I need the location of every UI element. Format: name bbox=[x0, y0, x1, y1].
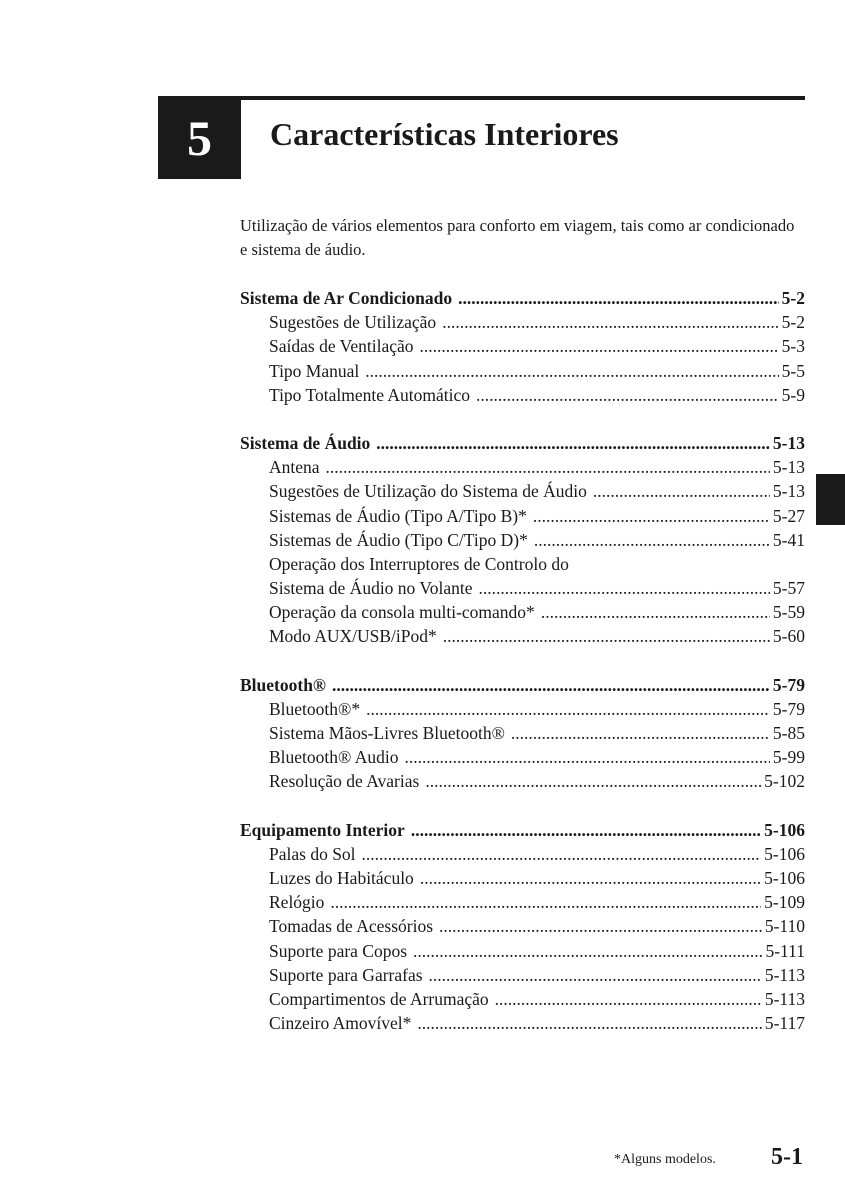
toc-leader-dots bbox=[541, 600, 770, 624]
toc-leader-dots bbox=[458, 286, 779, 310]
toc-entry-page: 5-109 bbox=[764, 892, 805, 913]
toc-entry[interactable] bbox=[240, 310, 805, 334]
toc-leader-dots bbox=[332, 673, 770, 697]
toc-entry-title: Sugestões de Utilização bbox=[269, 312, 437, 333]
toc-section-title: Bluetooth® bbox=[240, 674, 326, 695]
toc-section-title: Equipamento Interior bbox=[240, 819, 405, 840]
table-of-contents bbox=[240, 286, 805, 1059]
toc-section-page: 5-106 bbox=[764, 819, 805, 840]
toc-entry-page: 5-3 bbox=[781, 336, 805, 357]
toc-section-title: Sistema de Ar Condicionado bbox=[240, 288, 453, 308]
toc-entry[interactable] bbox=[240, 697, 805, 721]
page-number: 5-1 bbox=[771, 1144, 803, 1170]
toc-leader-dots bbox=[420, 866, 761, 890]
toc-leader-dots bbox=[413, 939, 762, 963]
toc-leader-dots bbox=[511, 721, 770, 745]
chapter-rule bbox=[158, 96, 805, 100]
toc-entry-page: 5-110 bbox=[764, 916, 805, 937]
toc-entry-page: 5-13 bbox=[772, 457, 805, 478]
toc-leader-dots bbox=[442, 310, 778, 334]
toc-entry-title: Modo AUX/USB/iPod* bbox=[269, 626, 437, 647]
toc-leader-dots bbox=[443, 624, 770, 648]
toc-entry-title: Tipo Manual bbox=[269, 360, 360, 381]
toc-entry-title: Resolução de Avarias bbox=[269, 771, 420, 792]
toc-entry-title: Bluetooth®* bbox=[269, 698, 361, 719]
chapter-number: 5 bbox=[187, 109, 212, 166]
toc-entry-title: Operação dos Interruptores de Controlo do bbox=[269, 553, 569, 574]
toc-entry-page: 5-117 bbox=[764, 1013, 805, 1034]
toc-entry[interactable] bbox=[240, 624, 805, 648]
toc-entry-page: 5-41 bbox=[772, 529, 805, 550]
toc-entry[interactable] bbox=[240, 769, 805, 793]
toc-entry-page: 5-106 bbox=[764, 843, 805, 864]
toc-entry-page: 5-106 bbox=[764, 867, 805, 888]
toc-leader-dots bbox=[429, 963, 762, 987]
toc-section bbox=[240, 818, 805, 1036]
toc-entry[interactable] bbox=[240, 552, 805, 576]
toc-entry-title: Cinzeiro Amovível* bbox=[269, 1013, 412, 1034]
toc-section-heading[interactable] bbox=[240, 818, 805, 842]
chapter-number-box bbox=[158, 96, 241, 179]
toc-entry-page: 5-13 bbox=[772, 481, 805, 502]
toc-entry-page: 5-5 bbox=[781, 360, 805, 381]
toc-section bbox=[240, 673, 805, 794]
toc-entry-page: 5-111 bbox=[765, 940, 805, 961]
toc-leader-dots bbox=[417, 1011, 761, 1035]
toc-entry[interactable] bbox=[240, 334, 805, 358]
toc-entry-page: 5-99 bbox=[772, 747, 805, 768]
toc-leader-dots bbox=[534, 528, 770, 552]
toc-entry-title: Sistema de Áudio no Volante bbox=[269, 578, 473, 599]
toc-leader-dots bbox=[365, 359, 778, 383]
toc-leader-dots bbox=[425, 769, 761, 793]
toc-leader-dots bbox=[326, 455, 770, 479]
toc-section-page: 5-79 bbox=[772, 674, 805, 695]
toc-entry[interactable] bbox=[240, 455, 805, 479]
toc-leader-dots bbox=[420, 334, 779, 358]
toc-entry-title: Suporte para Copos bbox=[269, 940, 408, 961]
toc-entry-page: 5-57 bbox=[772, 578, 805, 599]
chapter-thumb-tab bbox=[816, 474, 845, 525]
toc-entry-title: Operação da consola multi-comando* bbox=[269, 602, 535, 623]
toc-entry-page: 5-60 bbox=[772, 626, 805, 647]
toc-section-page: 5-13 bbox=[772, 432, 805, 453]
toc-entry[interactable] bbox=[240, 890, 805, 914]
toc-leader-dots bbox=[476, 383, 779, 407]
chapter-title: Características Interiores bbox=[270, 116, 619, 152]
toc-entry-title: Sistemas de Áudio (Tipo C/Tipo D)* bbox=[269, 529, 528, 550]
toc-entry-title: Luzes do Habitáculo bbox=[269, 867, 414, 888]
toc-leader-dots bbox=[439, 914, 762, 938]
toc-entry-page: 5-102 bbox=[764, 771, 805, 792]
toc-entry-page: 5-79 bbox=[772, 698, 805, 719]
toc-leader-dots bbox=[404, 745, 769, 769]
toc-entry[interactable] bbox=[240, 600, 805, 624]
toc-entry-title: Bluetooth® Audio bbox=[269, 747, 399, 768]
toc-entry-title: Compartimentos de Arrumação bbox=[269, 988, 489, 1009]
chapter-intro: Utilização de vários elementos para conforto em viagem, tais como ar condicionado e sistema de áudio. bbox=[240, 216, 795, 259]
toc-entry-title: Antena bbox=[269, 457, 320, 478]
toc-entry[interactable] bbox=[240, 914, 805, 938]
toc-entry-title: Saídas de Ventilação bbox=[269, 336, 414, 357]
toc-section-heading[interactable] bbox=[240, 673, 805, 697]
toc-entry-title: Tipo Totalmente Automático bbox=[269, 384, 470, 405]
toc-section-title: Sistema de Áudio bbox=[240, 432, 371, 453]
toc-leader-dots bbox=[495, 987, 762, 1011]
toc-leader-dots bbox=[533, 504, 770, 528]
toc-entry-page: 5-2 bbox=[781, 312, 805, 333]
toc-section bbox=[240, 431, 805, 649]
toc-entry-page: 5-113 bbox=[764, 988, 805, 1009]
toc-entry[interactable] bbox=[240, 866, 805, 890]
toc-entry[interactable] bbox=[240, 576, 805, 600]
toc-leader-dots bbox=[376, 431, 770, 455]
toc-leader-dots bbox=[366, 697, 770, 721]
toc-entry[interactable] bbox=[240, 383, 805, 407]
toc-entry[interactable] bbox=[240, 504, 805, 528]
toc-entry[interactable] bbox=[240, 939, 805, 963]
toc-entry-page: 5-27 bbox=[772, 505, 805, 526]
toc-leader-dots bbox=[330, 890, 761, 914]
toc-entry-title: Sistema Mãos-Livres Bluetooth® bbox=[269, 723, 505, 743]
toc-entry[interactable] bbox=[240, 528, 805, 552]
toc-section-heading[interactable] bbox=[240, 431, 805, 455]
toc-entry-title: Sistemas de Áudio (Tipo A/Tipo B)* bbox=[269, 505, 527, 526]
toc-entry-page: 5-9 bbox=[781, 384, 805, 405]
toc-entry-page: 5-85 bbox=[772, 723, 805, 743]
toc-section bbox=[240, 286, 805, 407]
toc-leader-dots bbox=[362, 842, 762, 866]
footnote: *Alguns modelos. bbox=[614, 1152, 716, 1167]
toc-entry-title: Palas do Sol bbox=[269, 843, 356, 864]
toc-section-page: 5-2 bbox=[781, 288, 805, 308]
toc-entry[interactable] bbox=[240, 745, 805, 769]
toc-entry[interactable] bbox=[240, 963, 805, 987]
toc-entry[interactable] bbox=[240, 359, 805, 383]
toc-entry-title: Tomadas de Acessórios bbox=[269, 916, 434, 937]
toc-entry[interactable] bbox=[240, 721, 805, 745]
toc-entry-page: 5-59 bbox=[772, 602, 805, 623]
toc-entry-title: Sugestões de Utilização do Sistema de Áudio bbox=[269, 481, 587, 502]
toc-leader-dots bbox=[411, 818, 761, 842]
toc-leader-dots bbox=[479, 576, 770, 600]
toc-section-heading[interactable] bbox=[240, 286, 805, 310]
toc-entry-page: 5-113 bbox=[764, 964, 805, 985]
toc-entry[interactable] bbox=[240, 842, 805, 866]
toc-entry[interactable] bbox=[240, 479, 805, 503]
toc-entry[interactable] bbox=[240, 1011, 805, 1035]
toc-entry-title: Suporte para Garrafas bbox=[269, 964, 423, 985]
toc-entry[interactable] bbox=[240, 987, 805, 1011]
toc-entry-title: Relógio bbox=[269, 892, 325, 913]
toc-leader-dots bbox=[593, 479, 770, 503]
